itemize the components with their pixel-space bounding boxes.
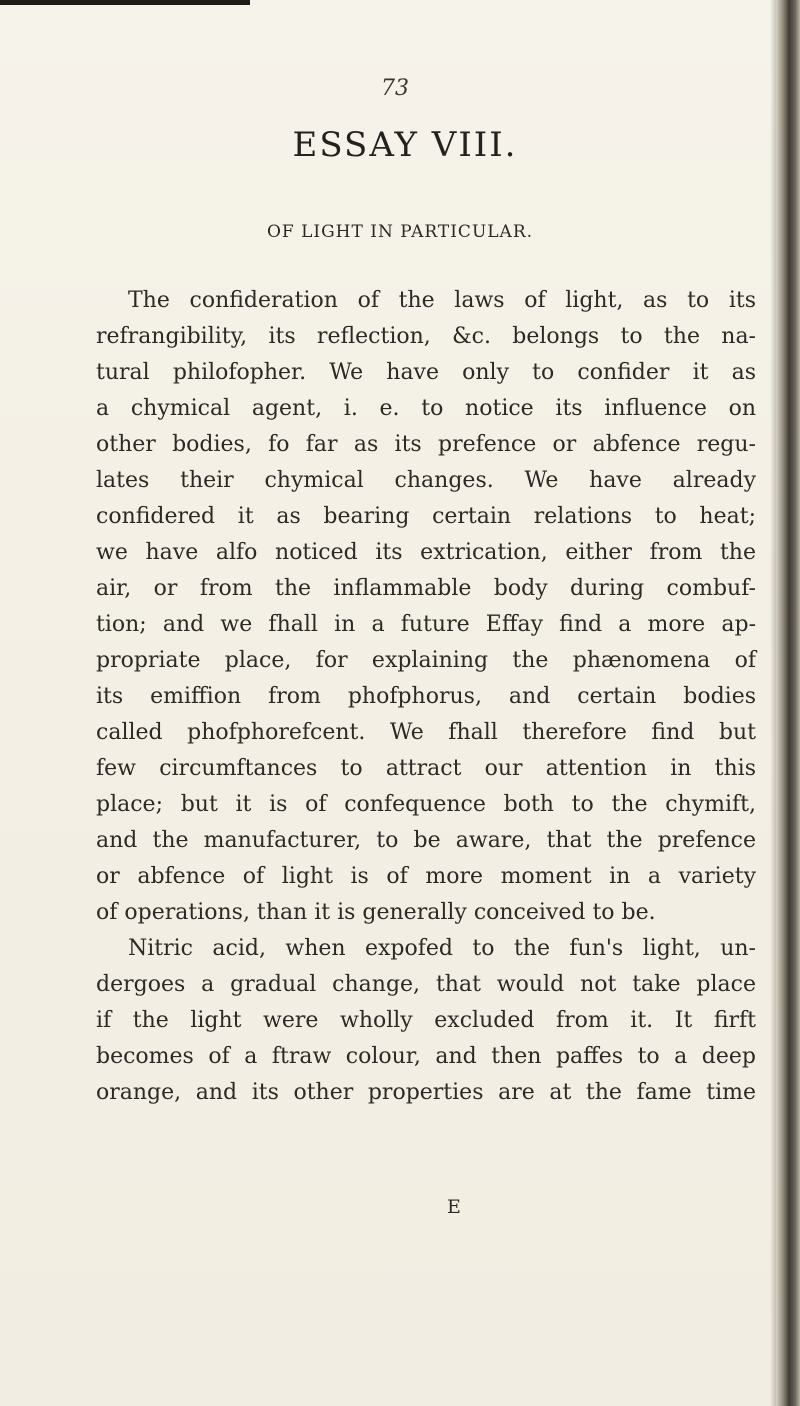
text-line: The confideration of the laws of light, as to its: [128, 288, 756, 313]
essay-title: ESSAY VIII.: [292, 125, 518, 165]
text-line: orange, and its other properties are at the fame time: [96, 1080, 756, 1105]
text-line: few circumftances to attract our attention in this: [96, 756, 756, 781]
text-line: dergoes a gradual change, that would not take place: [96, 972, 756, 997]
text-line: air, or from the inflammable body during combuf-: [96, 576, 756, 601]
text-line: other bodies, fo far as its prefence or abfence regu-: [96, 432, 756, 457]
text-line: confidered it as bearing certain relations to heat;: [96, 504, 756, 529]
paragraph-1: [96, 283, 756, 931]
text-line: called phofphorefcent. We fhall therefore find but: [96, 720, 756, 745]
paragraph-2: [96, 931, 756, 1111]
page-number: 73: [381, 76, 409, 101]
essay-subtitle: OF LIGHT IN PARTICULAR.: [266, 222, 534, 242]
top-ink-rule: [0, 0, 250, 5]
text-line: and the manufacturer, to be aware, that the prefence: [96, 828, 756, 853]
text-line: of operations, than it is generally conceived to be.: [96, 900, 656, 925]
book-spine: [776, 0, 800, 1406]
text-line: a chymical agent, i. e. to notice its influence on: [96, 396, 756, 421]
text-line: or abfence of light is of more moment in a variety: [96, 864, 756, 889]
text-line: tion; and we fhall in a future Effay find a more ap-: [96, 612, 756, 637]
text-line: becomes of a ftraw colour, and then paffes to a deep: [96, 1044, 756, 1069]
text-line: lates their chymical changes. We have already: [96, 468, 756, 493]
text-line: we have alfo noticed its extrication, either from the: [96, 540, 756, 565]
text-line: if the light were wholly excluded from it. It firft: [96, 1008, 756, 1033]
text-line: Nitric acid, when expofed to the fun's light, un-: [128, 936, 756, 961]
catchword: E: [447, 1196, 461, 1218]
text-line: its emiffion from phofphorus, and certain bodies: [96, 684, 756, 709]
text-line: propriate place, for explaining the phænomena of: [96, 648, 756, 673]
text-line: tural philofopher. We have only to confider it as: [96, 360, 756, 385]
body-text: [96, 283, 756, 1111]
text-line: place; but it is of confequence both to the chymift,: [96, 792, 756, 817]
text-line: refrangibility, its reflection, &c. belongs to the na-: [96, 324, 756, 349]
